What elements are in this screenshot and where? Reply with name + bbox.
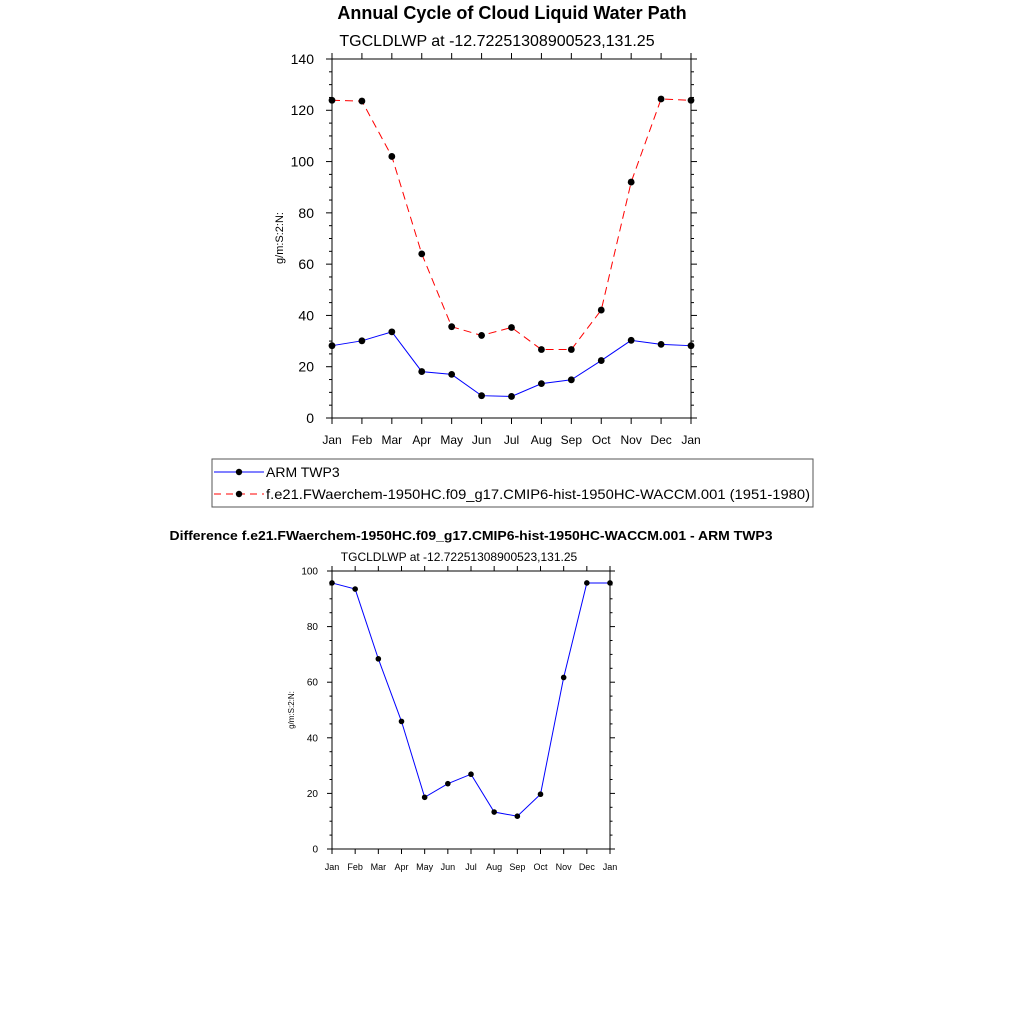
data-point xyxy=(515,813,521,819)
data-point xyxy=(388,153,395,160)
data-point xyxy=(658,341,665,348)
x-tick-label: Sep xyxy=(509,862,526,872)
data-point xyxy=(598,357,605,364)
data-point xyxy=(359,337,366,344)
y-tick-label: 80 xyxy=(298,204,314,221)
chart-2-title: Difference f.e21.FWaerchem-1950HC.f09_g17.CMIP6-hist-1950HC-WACCM.001 - ARM TWP3 xyxy=(169,528,773,543)
legend xyxy=(212,459,813,507)
x-tick-label: Nov xyxy=(555,862,572,872)
data-point xyxy=(568,346,575,353)
series-line-0 xyxy=(332,583,610,816)
x-tick-label: Jan xyxy=(322,433,342,447)
data-point xyxy=(329,342,336,349)
x-tick-label: Mar xyxy=(370,862,387,872)
chart-2-ylabel: g/m:S:2:N: xyxy=(287,691,296,729)
x-tick-label: Jan xyxy=(681,433,701,447)
x-tick-label: Aug xyxy=(530,433,553,447)
chart-1-title: Annual Cycle of Cloud Liquid Water Path xyxy=(337,3,687,23)
y-tick-label: 80 xyxy=(306,622,318,634)
chart-annual-cycle xyxy=(274,3,701,447)
chart-1-series xyxy=(329,96,695,400)
data-point xyxy=(561,675,567,681)
data-point xyxy=(658,96,665,103)
chart-1-axes xyxy=(291,51,701,447)
data-point xyxy=(628,337,635,344)
x-tick-label: Jun xyxy=(440,862,456,872)
y-tick-label: 0 xyxy=(312,844,318,856)
data-point xyxy=(329,97,336,104)
x-tick-label: Sep xyxy=(560,433,583,447)
data-point xyxy=(598,307,605,314)
data-point xyxy=(508,393,515,400)
x-tick-label: May xyxy=(440,433,464,447)
x-tick-label: Apr xyxy=(412,433,432,447)
data-point xyxy=(422,794,428,800)
chart-1-frame xyxy=(332,59,691,418)
data-point xyxy=(538,791,544,797)
data-point xyxy=(399,719,405,725)
x-tick-label: May xyxy=(416,862,434,872)
y-tick-label: 60 xyxy=(306,677,318,689)
chart-1-ylabel: g/m:S:2:N: xyxy=(274,212,286,264)
chart-2-axes xyxy=(301,566,617,872)
legend-marker-arm xyxy=(236,469,242,475)
y-tick-label: 0 xyxy=(306,409,314,426)
x-tick-label: Aug xyxy=(486,862,503,872)
y-tick-label: 40 xyxy=(306,733,318,745)
data-point xyxy=(418,250,425,257)
data-point xyxy=(508,324,515,331)
data-point xyxy=(584,580,590,586)
x-tick-label: Jan xyxy=(324,862,340,872)
y-tick-label: 20 xyxy=(298,358,314,375)
data-point xyxy=(628,179,635,186)
legend-label-model: f.e21.FWaerchem-1950HC.f09_g17.CMIP6-hist-1950HC-WACCM.001 (1951-1980) xyxy=(266,486,810,502)
data-point xyxy=(448,323,455,330)
data-point xyxy=(448,371,455,378)
data-point xyxy=(418,368,425,375)
x-tick-label: Oct xyxy=(591,433,611,447)
y-tick-label: 40 xyxy=(298,307,314,324)
x-tick-label: Jul xyxy=(465,862,477,872)
y-tick-label: 120 xyxy=(290,102,314,119)
series-line-0 xyxy=(332,332,691,397)
data-point xyxy=(388,328,395,335)
x-tick-label: Jul xyxy=(503,433,520,447)
data-point xyxy=(329,580,335,586)
x-tick-label: Feb xyxy=(347,862,363,872)
chart-2-frame xyxy=(332,571,610,849)
data-point xyxy=(491,809,497,815)
x-tick-label: Oct xyxy=(533,862,548,872)
y-tick-label: 100 xyxy=(290,153,314,170)
data-point xyxy=(445,781,451,787)
data-point xyxy=(607,580,613,586)
legend-label-arm: ARM TWP3 xyxy=(266,464,340,480)
x-tick-label: Mar xyxy=(381,433,403,447)
y-tick-label: 20 xyxy=(306,788,318,800)
data-point xyxy=(376,656,382,662)
x-tick-label: Apr xyxy=(394,862,409,872)
y-tick-label: 100 xyxy=(301,566,318,578)
x-tick-label: Dec xyxy=(578,862,595,872)
x-tick-label: Nov xyxy=(620,433,642,447)
data-point xyxy=(568,376,575,383)
data-point xyxy=(538,380,545,387)
x-tick-label: Jan xyxy=(602,862,618,872)
y-tick-label: 60 xyxy=(298,256,314,273)
y-tick-label: 140 xyxy=(290,50,314,67)
data-point xyxy=(538,346,545,353)
data-point xyxy=(352,586,358,592)
chart-2-series xyxy=(329,580,613,819)
data-point xyxy=(478,332,485,339)
data-point xyxy=(688,97,695,104)
data-point xyxy=(688,342,695,349)
legend-marker-model xyxy=(236,491,242,497)
x-tick-label: Jun xyxy=(471,433,492,447)
series-line-1 xyxy=(332,99,691,350)
x-tick-label: Dec xyxy=(650,433,672,447)
chart-difference xyxy=(170,528,773,872)
chart-2-subtitle: TGCLDLWP at -12.72251308900523,131.25 xyxy=(340,550,578,564)
data-point xyxy=(468,771,474,777)
chart-1-subtitle: TGCLDLWP at -12.72251308900523,131.25 xyxy=(339,33,655,50)
data-point xyxy=(478,392,485,399)
x-tick-label: Feb xyxy=(351,433,373,447)
data-point xyxy=(359,98,366,105)
